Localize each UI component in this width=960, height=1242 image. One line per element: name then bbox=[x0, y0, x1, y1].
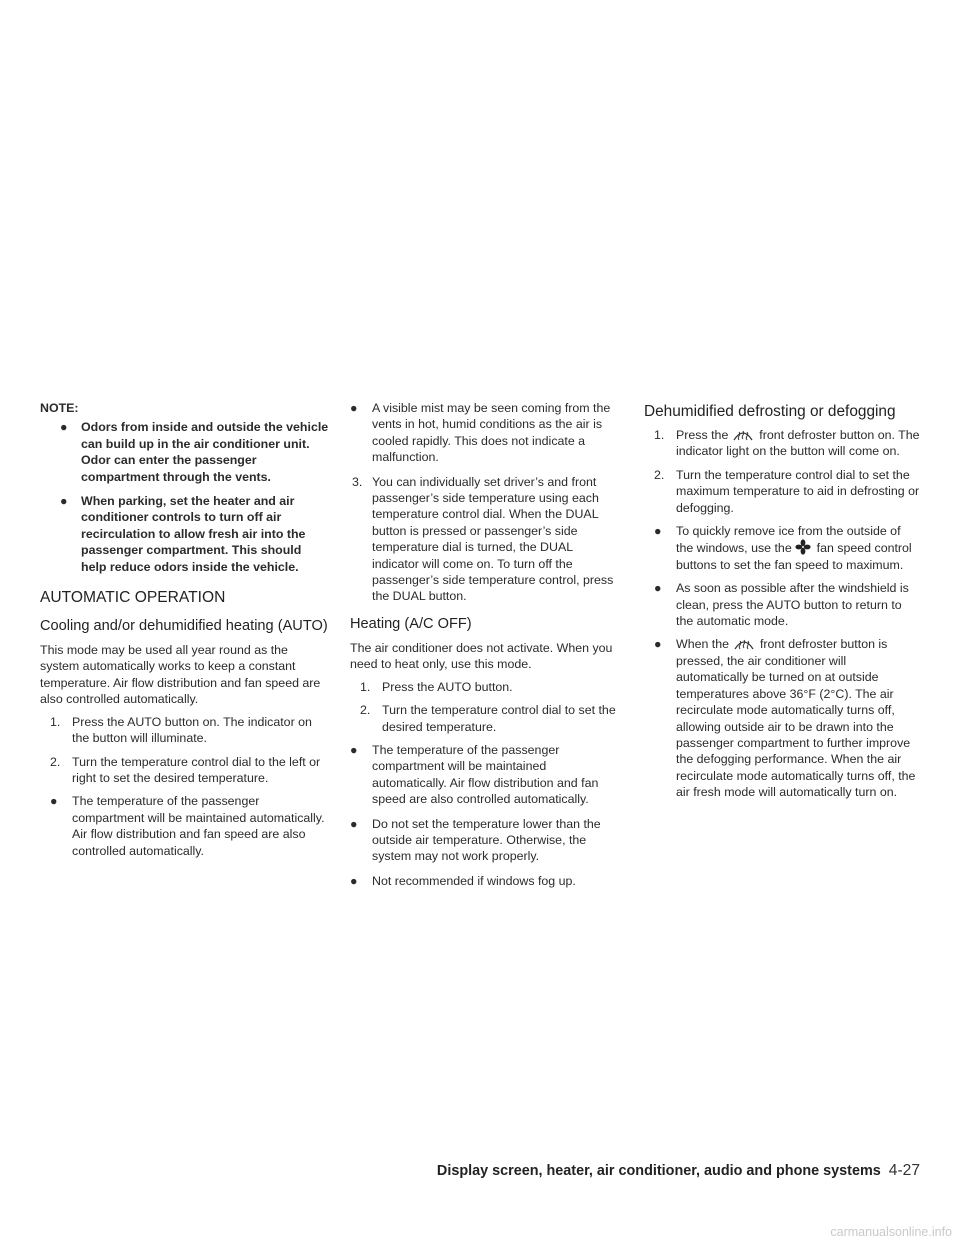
step-number: 2. bbox=[654, 467, 665, 482]
heating-bullet bbox=[350, 816, 620, 865]
bullet-dot: ● bbox=[654, 581, 662, 596]
heating-step bbox=[350, 702, 620, 735]
fan-icon bbox=[795, 539, 811, 555]
bullet-text-after: fan speed control buttons to set the fan speed to maximum. bbox=[676, 541, 912, 572]
bullet-dot: ● bbox=[50, 794, 58, 809]
step-text: Turn the temperature control dial to set the desired temperature. bbox=[382, 703, 616, 734]
heating-heading: Heating (A/C OFF) bbox=[350, 615, 472, 632]
column-left bbox=[40, 400, 330, 866]
bullet-text: Do not set the temperature lower than the outside air temperature. Otherwise, the system may not work properly. bbox=[372, 816, 601, 864]
auto-step bbox=[350, 474, 620, 605]
footer-section-title: Display screen, heater, air conditioner, audio and phone systems bbox=[436, 1163, 881, 1179]
defrost-bullet bbox=[644, 523, 920, 573]
auto-bullet bbox=[350, 400, 620, 466]
bullet-text: A visible mist may be seen coming from the vents in hot, humid conditions as the air is cooled rapidly. This does not indicate a malfunction. bbox=[372, 401, 611, 465]
step-text: You can individually set driver’s and front passenger’s side temperature using each temperature control dial. When the DUAL button is pressed or passenger’s side temperature dial is turned, the DUAL indicator will come on. To turn off the passenger’s side temperature control, press the DUAL button. bbox=[372, 474, 614, 604]
heating-intro: The air conditioner does not activate. When you need to heat only, use this mode. bbox=[350, 640, 613, 672]
page-footer bbox=[0, 1163, 920, 1179]
bullet-dot: ● bbox=[654, 637, 662, 652]
step-number: 1. bbox=[50, 714, 61, 729]
step-text-after: front defroster button on. The indicator light on the button will come on. bbox=[676, 428, 920, 459]
section-title: AUTOMATIC OPERATION bbox=[40, 589, 226, 607]
auto-step bbox=[40, 754, 330, 787]
note-item bbox=[40, 493, 330, 575]
column-right bbox=[644, 400, 920, 808]
bullet-text: The temperature of the passenger compartment will be maintained automatically. Air flow distribution and fan speed are also controlled automatically. bbox=[72, 794, 325, 858]
step-number: 2. bbox=[50, 754, 61, 769]
watermark: carmanualsonline.info bbox=[830, 1225, 952, 1239]
defrost-bullet bbox=[644, 636, 920, 800]
heating-bullet bbox=[350, 873, 620, 889]
heating-bullet bbox=[350, 742, 620, 808]
bullet-text-before: To quickly remove ice from the outside of the windows, use the bbox=[676, 524, 901, 556]
defrost-step bbox=[644, 427, 920, 460]
bullet-text-after: front defroster button is pressed, the air conditioner will automatically be turned on at outside temperatures above 36°F (2°C). The air recirculate mode automatically turns off, allowing outside air to be drawn into the passenger compartment to further improve the defogging performance. When the air recirculate mode automatically turns off, the air fresh mode will automatically turn on. bbox=[676, 637, 916, 800]
heating-step bbox=[350, 679, 620, 695]
bullet-dot: ● bbox=[350, 873, 358, 888]
bullet-text: As soon as possible after the windshield is clean, press the AUTO button to return to the automatic mode. bbox=[676, 581, 909, 629]
note-label: NOTE: bbox=[40, 401, 79, 415]
defrost-heading: Dehumidified defrosting or defogging bbox=[644, 403, 896, 420]
note-text: When parking, set the heater and air conditioner controls to turn off air recirculation to allow fresh air into the passenger compartment. This should help reduce odors inside the vehicle. bbox=[81, 494, 306, 574]
note-item bbox=[40, 419, 330, 485]
step-number: 3. bbox=[352, 474, 363, 489]
bullet-dot: ● bbox=[350, 401, 358, 415]
step-text: Turn the temperature control dial to set the maximum temperature to aid in defrosting or defogging. bbox=[676, 467, 920, 515]
defrost-step bbox=[644, 467, 920, 516]
defroster-icon bbox=[733, 637, 755, 651]
bullet-dot: ● bbox=[60, 494, 68, 509]
bullet-text-before: When the bbox=[676, 637, 730, 652]
bullet-dot: ● bbox=[350, 816, 358, 831]
step-number: 1. bbox=[654, 428, 665, 442]
bullet-text: The temperature of the passenger compartment will be maintained automatically. Air flow distribution and fan speed are also controlled automatically. bbox=[372, 742, 599, 807]
auto-intro: This mode may be used all year round as the system automatically works to keep a constant temperature. Air flow distribution and fan speed are also controlled automatically. bbox=[40, 643, 321, 707]
bullet-dot: ● bbox=[60, 420, 68, 435]
defroster-icon bbox=[732, 428, 754, 442]
step-number: 1. bbox=[360, 679, 371, 694]
auto-bullet bbox=[40, 793, 330, 859]
page-number: 4-27 bbox=[888, 1162, 920, 1179]
step-number: 2. bbox=[360, 703, 371, 718]
step-text: Turn the temperature control dial to the left or right to set the desired temperature. bbox=[72, 754, 321, 785]
bullet-dot: ● bbox=[350, 742, 358, 757]
auto-step bbox=[40, 714, 330, 747]
bullet-dot: ● bbox=[654, 524, 662, 539]
defrost-bullet bbox=[644, 580, 920, 629]
step-text-before: Press the bbox=[676, 428, 729, 442]
note-text: Odors from inside and outside the vehicle can build up in the air conditioner unit. Odor can enter the passenger compartment through the vents. bbox=[81, 420, 329, 484]
column-middle bbox=[350, 400, 620, 897]
step-text: Press the AUTO button. bbox=[382, 679, 513, 694]
auto-heading: Cooling and/or dehumidified heating (AUTO) bbox=[40, 618, 328, 635]
step-text: Press the AUTO button on. The indicator on the button will illuminate. bbox=[72, 714, 312, 746]
bullet-text: Not recommended if windows fog up. bbox=[372, 873, 576, 888]
